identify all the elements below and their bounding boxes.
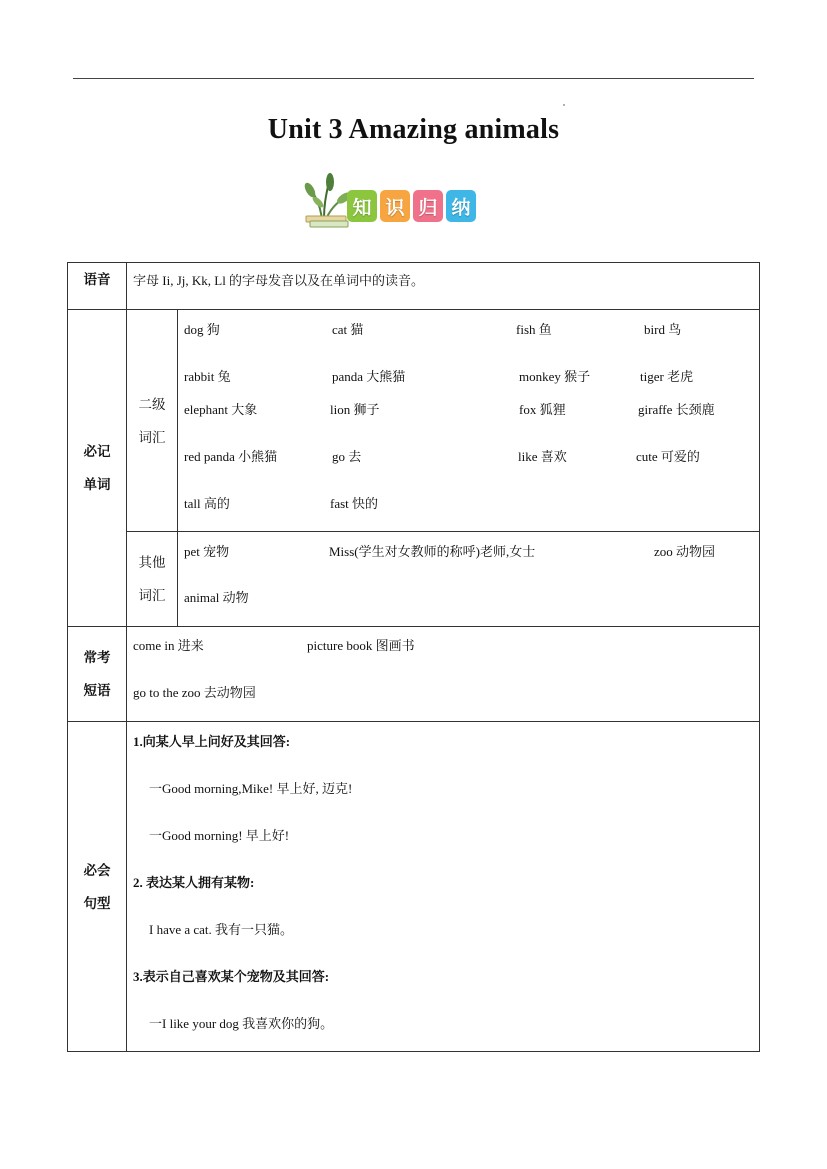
- word-item: pet 宠物: [184, 544, 230, 559]
- word-item: fish 鱼: [516, 322, 552, 337]
- phonics-content: 字母 Ii, Jj, Kk, Ll 的字母发音以及在单词中的读音。: [133, 273, 425, 288]
- knowledge-table: [67, 262, 760, 1052]
- row-sentences: [68, 722, 760, 1052]
- other-label-2: 词汇: [138, 588, 166, 603]
- level2-label-cell: [127, 310, 178, 532]
- sentence-heading: 2. 表达某人拥有某物:: [133, 875, 255, 890]
- row-required-other: [68, 532, 760, 627]
- phrases-cell: [127, 627, 760, 722]
- word-item: animal 动物: [184, 590, 249, 605]
- phonics-label-cell: [68, 263, 127, 310]
- word-item: fast 快的: [330, 496, 379, 511]
- word-item: like 喜欢: [518, 449, 567, 464]
- required-words-label-2: 单词: [83, 477, 111, 492]
- other-label-1: 其他: [138, 555, 166, 570]
- sentence-heading: 3.表示自己喜欢某个宠物及其回答:: [133, 969, 330, 984]
- phrases-label-1: 常考: [83, 650, 111, 665]
- word-item: cute 可爱的: [636, 449, 700, 464]
- phrases-label-cell: [68, 627, 127, 722]
- word-item: tiger 老虎: [640, 369, 694, 384]
- phrase-item: come in 进来: [133, 638, 204, 653]
- page-title: Unit 3 Amazing animals: [267, 114, 560, 145]
- sentence-line: I have a cat. 我有一只猫。: [149, 922, 294, 937]
- sentence-line: 一I like your dog 我喜欢你的狗。: [149, 1016, 334, 1031]
- phonics-content-cell: [127, 263, 760, 310]
- word-item: tall 高的: [184, 496, 230, 511]
- badge-4: 纳: [446, 190, 476, 222]
- header-rule: [73, 78, 754, 79]
- word-item: lion 狮子: [330, 402, 380, 417]
- word-item: panda 大熊猫: [332, 369, 406, 384]
- sentence-line: 一Good morning! 早上好!: [149, 828, 290, 843]
- word-item: fox 狐狸: [519, 402, 566, 417]
- word-item: giraffe 长颈鹿: [638, 402, 715, 417]
- required-words-label-cell: [68, 310, 127, 627]
- header-dot: [563, 104, 565, 106]
- level2-label-1: 二级: [138, 396, 166, 412]
- phonics-label: 语音: [83, 272, 111, 287]
- row-required-level2: [68, 310, 760, 532]
- word-item: red panda 小熊猫: [184, 449, 278, 464]
- row-phonics: [68, 263, 760, 310]
- level2-words-cell: [178, 310, 760, 532]
- word-item: zoo 动物园: [654, 544, 716, 559]
- other-label-cell: [127, 532, 178, 627]
- banner-badges: [347, 190, 476, 222]
- sentence-heading: 1.向某人早上问好及其回答:: [133, 734, 291, 749]
- word-item: monkey 猴子: [519, 369, 591, 384]
- phrase-item: picture book 图画书: [307, 638, 415, 653]
- sentences-label-cell: [68, 722, 127, 1052]
- sentences-label-1: 必会: [83, 862, 111, 878]
- word-item: elephant 大象: [184, 402, 258, 417]
- sentences-cell: [127, 722, 760, 1052]
- sentence-line: 一Good morning,Mike! 早上好, 迈克!: [149, 781, 353, 796]
- word-item: rabbit 兔: [184, 369, 231, 384]
- other-words-cell: [178, 532, 760, 627]
- word-item: Miss(学生对女教师的称呼)老师,女士: [329, 544, 536, 559]
- sentences-label-2: 句型: [83, 895, 111, 911]
- word-item: go 去: [332, 449, 362, 464]
- badge-2: 识: [380, 190, 410, 222]
- badge-1: 知: [347, 190, 377, 222]
- word-item: bird 鸟: [644, 322, 682, 337]
- badge-3: 归: [413, 190, 443, 222]
- phrase-item: go to the zoo 去动物园: [133, 685, 256, 700]
- row-phrases: [68, 627, 760, 722]
- word-item: dog 狗: [184, 322, 220, 337]
- level2-label-2: 词汇: [138, 429, 166, 445]
- word-item: cat 猫: [332, 322, 364, 337]
- required-words-label-1: 必记: [83, 444, 111, 459]
- phrases-label-2: 短语: [83, 683, 111, 698]
